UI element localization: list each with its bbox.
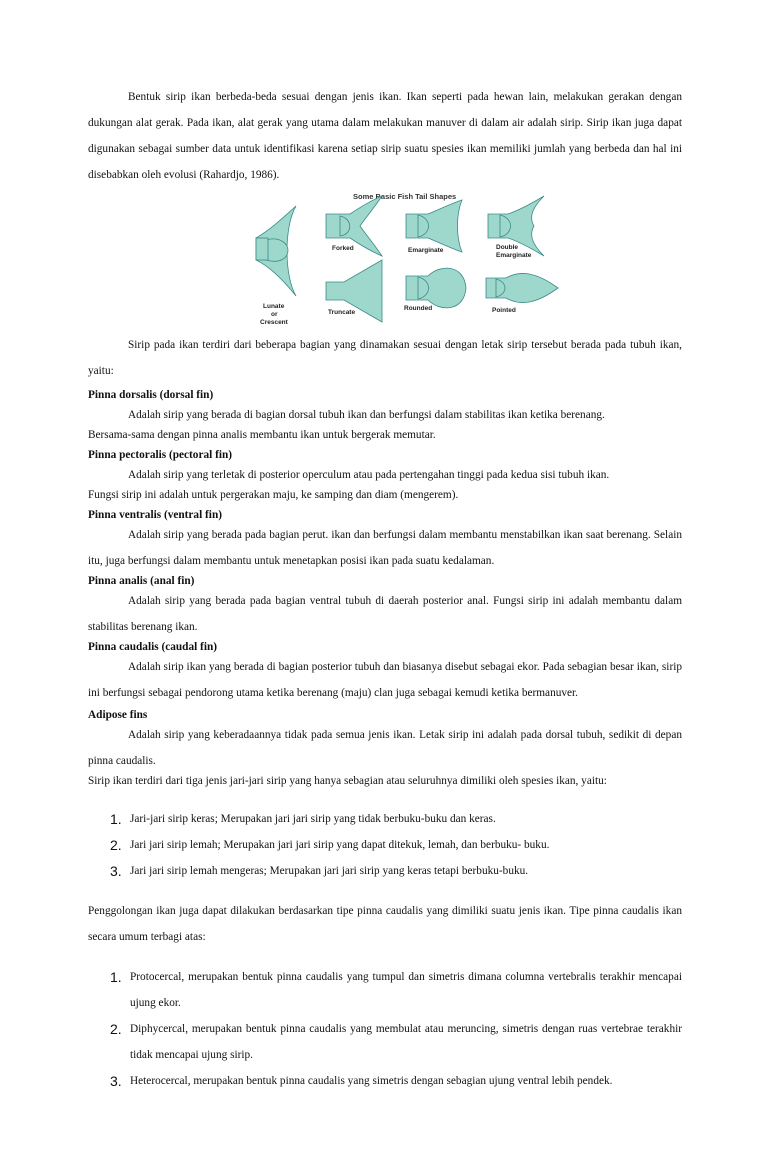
list-item [88,806,682,832]
pointed-tail-shape [486,273,558,302]
list-item [88,858,682,884]
fin-parts-paragraph: Sirip pada ikan terdiri dari beberapa bagian yang dinamakan sesuai dengan letak sirip tersebut berada pada tubuh ikan, yaitu: [88,339,682,377]
caudal-types-paragraph: Penggolongan ikan juga dapat dilakukan berdasarkan tipe pinna caudalis yang dimiliki suatu jenis ikan. Tipe pinna caudalis ikan secara umum terbagi atas: [88,905,682,943]
figure-title: Some Basic Fish Tail Shapes [353,192,457,201]
label-double: Double [496,244,519,251]
list-number: 2. [110,1021,122,1037]
list-text: Jari jari sirip lemah mengeras; Merupakan jari jari sirip yang keras tetapi berbuku-buku. [130,865,529,877]
label-truncate: Truncate [328,309,356,316]
text-adipose-fins: Adalah sirip yang keberadaannya tidak pada semua jenis ikan. Letak sirip ini adalah pada dorsal tubuh, sedikit di depan pinna caudalis. [88,729,682,767]
list-text: Jari jari sirip lemah; Merupakan jari jari sirip yang dapat ditekuk, lemah, dan berbuku- buku. [130,839,550,851]
intro-paragraph: Bentuk sirip ikan berbeda-beda sesuai dengan jenis ikan. Ikan seperti pada hewan lain, melakukan gerakan dengan dukungan alat gerak. Pada ikan, alat gerak yang utama dalam melakukan manuver di dalam air adalah sirip. Sirip ikan juga dapat digunakan sebagai sumber data untuk identifikasi karena setiap sirip suatu spesies ikan memiliki jumlah yang berbeda dan hal ini disebabkan oleh evolusi (Rahardjo, 1986). [88,91,682,181]
list-number: 3. [110,1073,122,1089]
label-double-emarginate: Emarginate [496,252,532,259]
emarginate-tail-shape [406,200,462,252]
text-pectoral-fin-extra: Fungsi sirip ini adalah untuk pergerakan maju, ke samping dan diam (mengerem). [88,489,459,501]
label-lunate-or: or [271,311,278,318]
fish-tail-shapes-illustration [88,188,682,328]
text-dorsal-fin-extra: Bersama-sama dengan pinna analis membantu ikan untuk bergerak memutar. [88,429,436,441]
lunate-tail-shape [256,206,296,296]
heading-dorsal-fin: Pinna dorsalis (dorsal fin) [88,389,214,401]
text-dorsal-fin: Adalah sirip yang berada di bagian dorsal tubuh ikan dan berfungsi dalam stabilitas ikan ketika berenang. [128,409,605,421]
rounded-tail-shape [406,268,466,308]
label-lunate: Lunate [263,303,285,310]
list-item [88,964,682,1016]
heading-pectoral-fin: Pinna pectoralis (pectoral fin) [88,449,233,461]
list-text: Jari-jari sirip keras; Merupakan jari jari sirip yang tidak berbuku-buku dan keras. [130,813,496,825]
label-forked: Forked [332,245,354,252]
list-text: Diphycercal, merupakan bentuk pinna caudalis yang membulat atau meruncing, simetris dengan ruas vertebrae terakhir tidak mencapai ujung sirip. [130,1023,682,1061]
label-rounded: Rounded [404,305,433,312]
label-emarginate: Emarginate [408,247,444,254]
list-number: 2. [110,837,122,853]
caudal-types-list [88,964,682,1094]
list-item [88,1068,682,1094]
text-fin-ray-types-intro: Sirip ikan terdiri dari tiga jenis jari-jari sirip yang hanya sebagian atau seluruhnya dimiliki oleh spesies ikan, yaitu: [88,775,607,787]
fin-ray-types-list [88,806,682,884]
text-pectoral-fin: Adalah sirip yang terletak di posterior operculum atau pada pertengahan tinggi pada kedua sisi tubuh ikan. [128,469,610,481]
list-text: Heterocercal, merupakan bentuk pinna caudalis yang simetris dengan sebagian ujung ventral lebih pendek. [130,1075,613,1087]
text-ventral-fin: Adalah sirip yang berada pada bagian perut. ikan dan berfungsi dalam membantu menstabilkan ikan saat berenang. Selain itu, juga berfungsi dalam membantu untuk menetapkan posisi ikan pada suatu kedalaman. [88,529,682,567]
list-item [88,832,682,858]
heading-ventral-fin: Pinna ventralis (ventral fin) [88,509,222,521]
document-body [88,84,682,1094]
heading-adipose-fins: Adipose fins [88,709,148,721]
list-number: 3. [110,863,122,879]
list-text: Protocercal, merupakan bentuk pinna caudalis yang tumpul dan simetris dimana columna vertebralis terakhir mencapai ujung ekor. [130,971,682,1009]
heading-caudal-fin: Pinna caudalis (caudal fin) [88,641,217,653]
list-number: 1. [110,811,122,827]
list-item [88,1016,682,1068]
list-number: 1. [110,969,122,985]
text-caudal-fin: Adalah sirip ikan yang berada di bagian posterior tubuh dan biasanya disebut sebagai ekor. Pada sebagian besar ikan, sirip ini berfungsi sebagai pendorong utama ketika berenang (maju) clan juga sebagai kemudi ketika bermanuver. [88,661,682,699]
label-pointed: Pointed [492,307,516,314]
label-crescent: Crescent [260,319,288,326]
fish-tail-shapes-figure [88,188,682,328]
text-anal-fin: Adalah sirip yang berada pada bagian ventral tubuh di daerah posterior anal. Fungsi sirip ini adalah membantu dalam stabilitas berenang ikan. [88,595,682,633]
heading-anal-fin: Pinna analis (anal fin) [88,575,195,587]
